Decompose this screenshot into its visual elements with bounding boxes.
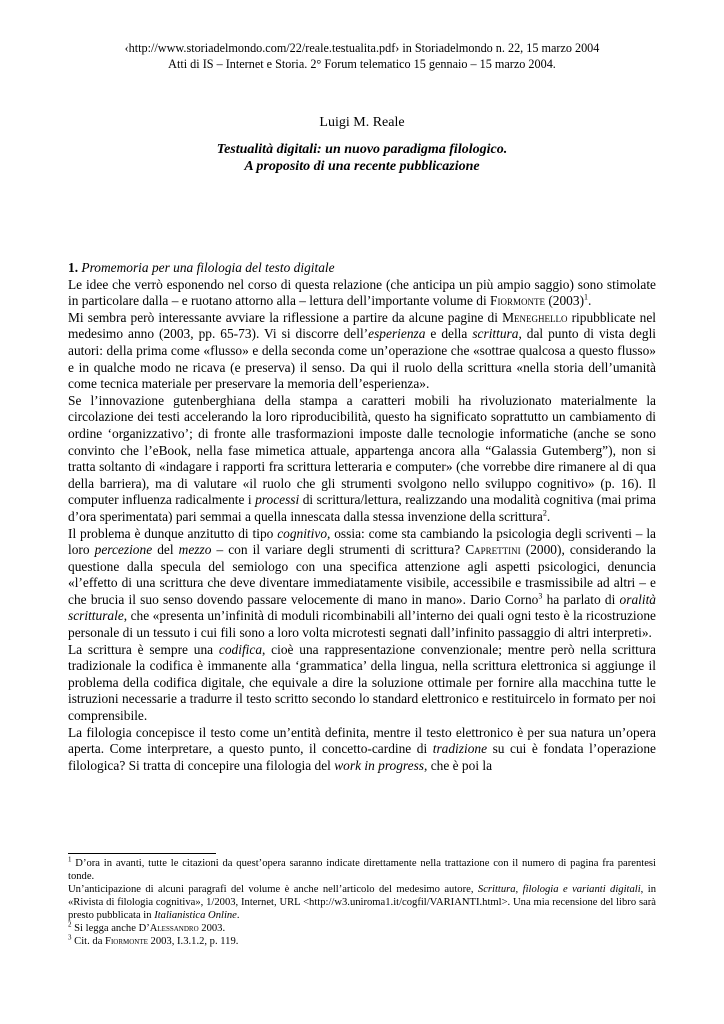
text-span: . <box>588 293 592 309</box>
footnote-ref[interactable]: 3 <box>538 591 543 601</box>
text-span: . <box>546 508 551 524</box>
text-span: Se l’innovazione gutenberghiana della stampa a caratteri mobili ha rivoluzionato materialmente la circolazione dei testi accelerando la loro riproducibilità, questo ha significato soprattutto un cambiamento di ordine ‘organizzativo’; di fronte alle trasformazioni imposte dalle tecnologie informatiche (anche se sono convinto che l’eBook, nella fase mimetica attuale, appartenga ancora alla “Galassia Gutemberg”), non si tratta soltanto di «indagare i rapporti fra scrittura letteraria e computer» (che vorrebbe dire rimanere al di qua della barriera), ma di valutare «il ruolo che gli strumenti svolgono nello sviluppo cognitivo» (p. 16). Il computer influenza radicalmente i <box>68 392 656 508</box>
text-span: , che è poi la <box>424 757 493 773</box>
footnote-number: 3 <box>68 933 72 942</box>
footnotes <box>68 857 656 948</box>
footnote-text: Un’anticipazione di alcuni paragrafi del volume è anche nell’articolo del medesimo autore, <box>68 884 478 895</box>
footnote-number: 1 <box>68 855 72 864</box>
text-span: (2003) <box>544 293 585 309</box>
footnote-text: , in «Rivista di filologia cognitiva», 1/2003, Internet, URL <http://w3.uniroma1.it/cogfil/VARIANTI.html>. Una mia recensione del libro sarà presto pubblicata in <box>68 884 656 921</box>
italic-term: cognitivo <box>277 525 328 541</box>
footnote-text: 2003. <box>198 923 226 934</box>
paper-title <box>0 141 724 175</box>
footnote-1-continued <box>68 883 656 922</box>
text-span: ha parlato di <box>542 591 620 607</box>
text-span: – con il variare degli strumenti di scrittura? <box>211 542 466 558</box>
section-heading <box>68 260 656 277</box>
paragraph-2 <box>68 310 656 393</box>
footnote-number: 2 <box>68 920 72 929</box>
text-span: di scrittura/lettura, realizzando una modalità cognitiva (mai prima d’ora sperimentata) pari semmai a quella innescata dalla stessa invenzione della scrittura <box>68 492 656 524</box>
footnote-text: D’ora in avanti, tutte le citazioni da quest’opera saranno indicate direttamente nella trattazione con il numero di pagina fra parentesi tonde. <box>68 858 656 882</box>
author-citation: Meneghello <box>502 309 568 325</box>
section-title: Promemoria per una filologia del testo digitale <box>81 260 335 275</box>
text-span: ripubblicate nel medesimo anno (2003, pp. 65-73). Vi si discorre dell’ <box>68 309 656 342</box>
italic-term: mezzo <box>178 542 212 558</box>
text-span: Mi sembra però interessante avviare la riflessione a partire da alcune pagine di <box>68 309 503 325</box>
text-span: La filologia concepisce il testo come un’entità definita, mentre il testo elettronico è per sua natura un’opera aperta. Come interpretare, a questo punto, il concetto-cardine di <box>68 724 656 757</box>
text-span: , che «presenta un’infinità di moduli ricombinabili all’interno dei quali ogni testo è la ricostruzione personale di un tessuto i cui fili sono a loro volta microtesti segnati dall’infinito passaggio di altri interpreti». <box>68 608 656 641</box>
italic-term: scrittura <box>472 326 519 342</box>
author-name: Luigi M. Reale <box>319 115 405 130</box>
italic-term: esperienza <box>368 326 426 342</box>
footnote-1 <box>68 857 656 883</box>
italic-term: oralità scritturale <box>68 591 656 624</box>
paragraph-3 <box>68 393 656 526</box>
paragraph-5 <box>68 642 656 725</box>
text-span: , cioè una rappresentazione convenzionale; mentre però nella scrittura tradizionale la codifica è immanente alla ‘grammatica’ della lingua, nella scrittura elettronica si aggiunge il problema della codifica digitale, che equivale a dire la soluzione ottimale per fornire alla macchina tutte le istruzioni necessarie a tradurre il testo scritto secondo lo standard elettronico e restituircelo in formato per noi comprensibile. <box>68 641 656 724</box>
text-span: Il problema è dunque anzitutto di tipo <box>68 525 278 541</box>
author-citation: Caprettini <box>465 542 521 558</box>
text-span: (2000), considerando la questione dalla specula del semiologo con una specifica attenzione agli aspetti psicologici, denuncia «l’effetto di una scrittura che deve diventare immediatamente visibile, accessibile e trasmissibile ad altri – e che brucia il suo senso dovendo passare velocemente di mano in mano». Dario Corno <box>68 542 656 607</box>
footnote-ref[interactable]: 1 <box>584 292 589 302</box>
author-citation: Alessandro <box>149 923 199 934</box>
text-span: La scrittura è sempre una <box>68 641 219 657</box>
section-number: 1. <box>68 260 79 275</box>
footnote-2 <box>68 922 656 935</box>
paragraph-1 <box>68 277 656 310</box>
page-header <box>0 40 724 72</box>
text-span: del <box>152 542 179 558</box>
footnote-ref[interactable]: 2 <box>542 508 547 518</box>
footnote-3 <box>68 935 656 948</box>
text-span: e della <box>425 326 473 342</box>
text-span: Le idee che verrò esponendo nel corso di questa relazione (che anticipa un più ampio saggio) sono stimolate in particolare dalla – e ruotano attorno alla – lettura dell’importante volume di <box>68 276 656 309</box>
text-span: , ossia: come sta cambiando la psicologia degli scriventi – la loro <box>68 525 656 558</box>
italic-term: Italianistica Online <box>154 910 237 921</box>
italic-term: codifica <box>218 641 263 657</box>
paragraph-6 <box>68 725 656 775</box>
body-text <box>68 260 656 774</box>
text-span: su cui è fondata l’operazione filologica? Si tratta di concepire una filologia del <box>68 741 656 773</box>
text-span: , dal punto di vista degli autori: della prima come «flusso» e della seconda come un’operazione che «sottrae qualcosa a questo flusso» e in qualche modo ne ricava (e preserva) il senso. Da qui il ruolo della scrittura «nella storia dell’umanità come tecnica materiale per preservare la memoria dell’esperienza». <box>68 326 657 392</box>
footnote-divider <box>68 853 216 854</box>
footnote-text: Si legga anche D’ <box>71 923 150 934</box>
header-proceedings-line: Atti di IS – Internet e Storia. 2° Forum telematico 15 gennaio – 15 marzo 2004. <box>168 57 556 71</box>
title-line-1: Testualità digitali: un nuovo paradigma filologico. <box>216 142 508 157</box>
author-citation: Fiormonte <box>490 293 545 309</box>
author-citation: Fiormonte <box>105 936 148 947</box>
footnote-text: . <box>236 910 240 921</box>
header-source-line: ‹http://www.storiadelmondo.com/22/reale.testualita.pdf› in Storiadelmondo n. 22, 15 marzo 2004 <box>124 41 600 55</box>
footnote-text: 2003, I.3.1.2, p. 119. <box>147 936 239 947</box>
italic-term: percezione <box>94 542 153 558</box>
italic-term: work in progress <box>334 757 425 773</box>
italic-term: processi <box>255 492 300 508</box>
italic-term: Scrittura, filologia e varianti digitali <box>477 884 641 895</box>
italic-term: tradizione <box>432 741 488 757</box>
paragraph-4 <box>68 526 656 642</box>
footnote-text: Cit. da <box>71 936 106 947</box>
title-line-2: A proposito di una recente pubblicazione <box>244 159 480 174</box>
